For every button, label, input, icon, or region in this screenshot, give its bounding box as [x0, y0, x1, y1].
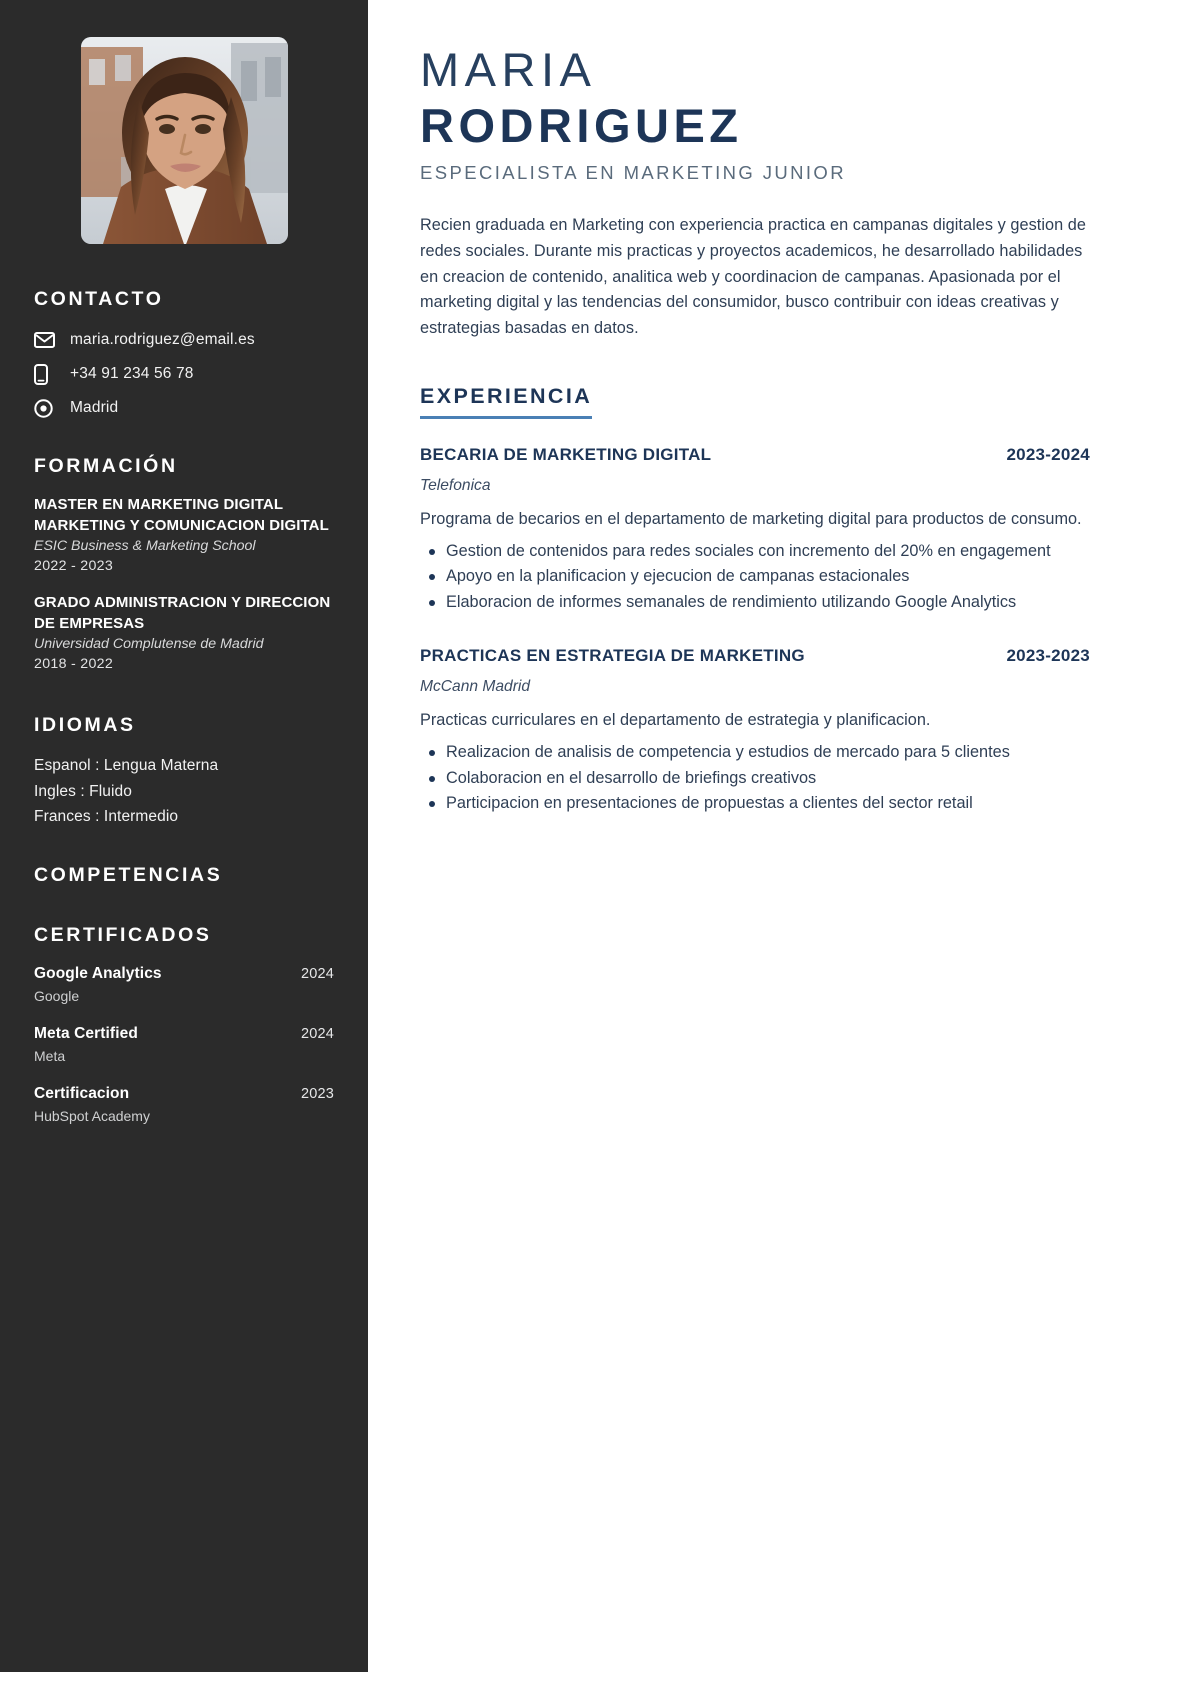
contact-phone-value: +34 91 234 56 78: [70, 365, 194, 382]
certificate-name: Meta Certified: [34, 1024, 138, 1042]
experience-dates: 2023-2023: [1006, 646, 1090, 666]
experience-description: Practicas curriculares en el departamento de estrategia y planificacion.: [420, 711, 931, 730]
education-item: [34, 495, 334, 576]
contact-item-phone[interactable]: [34, 363, 334, 385]
education-years: 2018 - 2022: [34, 656, 114, 672]
education-degree: MASTER EN MARKETING DIGITAL MARKETING Y COMUNICACION DIGITAL: [34, 496, 329, 534]
language-item: Ingles : Fluido: [34, 782, 132, 800]
certificate-year: 2024: [300, 965, 334, 982]
contact-item-location[interactable]: [34, 397, 334, 419]
experience-bullet: Gestion de contenidos para redes sociales con incremento del 20% en engagement: [420, 540, 1090, 564]
experience-dates: 2023-2024: [1006, 444, 1090, 464]
skills-section: [34, 864, 334, 887]
languages-heading: IDIOMAS: [34, 714, 136, 736]
education-school: ESIC Business & Marketing School: [34, 538, 256, 554]
certificate-item: [34, 1085, 334, 1127]
experience-header: [420, 646, 1090, 666]
experience-item: [420, 646, 1090, 816]
certificates-heading: CERTIFICADOS: [34, 923, 212, 946]
experience-header: [420, 445, 1090, 465]
last-name: RODRIGUEZ: [420, 99, 743, 152]
contact-heading: CONTACTO: [34, 288, 164, 310]
experience-heading: EXPERIENCIA: [420, 384, 592, 419]
certificate-header: [34, 1025, 334, 1043]
certificates-section: [34, 924, 334, 1127]
experience-heading-wrap: [420, 384, 1090, 419]
contact-email-value: maria.rodriguez@email.es: [70, 331, 255, 348]
first-name: MARIA: [420, 43, 597, 96]
experience-item: [420, 445, 1090, 615]
job-title: ESPECIALISTA EN MARKETING JUNIOR: [420, 162, 846, 183]
experience-bullet: Participacion en presentaciones de propuestas a clientes del sector retail: [420, 792, 1090, 816]
professional-summary: Recien graduada en Marketing con experiencia practica en campanas digitales y gestion de redes sociales. Durante mis practicas y proyectos academicos, he desarrollado habilidades en creacion de contenido, analitica web y coordinacion de campanas. Apasionada por el marketing digital y las tendencias del consumidor, busco contribuir con ideas creativas y estrategias basadas en datos.: [420, 216, 1086, 338]
certificate-item: [34, 965, 334, 1007]
certificates-list: [34, 965, 334, 1127]
certificate-name: Google Analytics: [34, 964, 162, 982]
experience-bullet: Apoyo en la planificacion y ejecucion de campanas estacionales: [420, 565, 1090, 589]
languages-list: [34, 753, 334, 830]
education-degree: GRADO ADMINISTRACION Y DIRECCION DE EMPRESAS: [34, 594, 331, 632]
sidebar: [0, 0, 368, 1672]
experience-description: Programa de becarios en el departamento de marketing digital para productos de consumo.: [420, 509, 1082, 528]
education-years: 2022 - 2023: [34, 558, 114, 574]
experience-role: PRACTICAS EN ESTRATEGIA DE MARKETING: [420, 646, 805, 666]
education-section: [34, 455, 334, 674]
avatar: [81, 37, 288, 244]
certificate-issuer: Meta: [34, 1047, 66, 1064]
contact-list: [34, 329, 334, 419]
languages-section: [34, 714, 334, 830]
certificate-header: [34, 965, 334, 983]
certificate-issuer: HubSpot Academy: [34, 1107, 150, 1124]
education-item: [34, 593, 334, 674]
location-pin-icon: [34, 397, 58, 419]
experience-bullet: Colaboracion en el desarrollo de briefings creativos: [420, 767, 1090, 791]
certificate-name: Certificacion: [34, 1084, 130, 1102]
experience-company: Telefonica: [420, 476, 491, 494]
certificate-item: [34, 1025, 334, 1067]
experience-bullets: [420, 741, 1090, 816]
certificate-year: 2024: [300, 1025, 334, 1042]
experience-bullets: [420, 540, 1090, 615]
contact-item-email[interactable]: [34, 329, 334, 351]
education-heading: FORMACIÓN: [34, 455, 178, 477]
language-item: Frances : Intermedio: [34, 808, 179, 825]
certificate-year: 2023: [300, 1085, 334, 1102]
envelope-icon: [34, 329, 58, 351]
contact-location-value: Madrid: [70, 399, 119, 416]
experience-company: McCann Madrid: [420, 678, 531, 696]
certificate-issuer: Google: [34, 987, 80, 1004]
profile-photo-illustration: [81, 37, 288, 244]
skills-heading: COMPETENCIAS: [34, 863, 223, 886]
experience-role: BECARIA DE MARKETING DIGITAL: [420, 444, 712, 464]
education-school: Universidad Complutense de Madrid: [34, 636, 264, 652]
language-item: Espanol : Lengua Materna: [34, 757, 219, 774]
experience-bullet: Elaboracion de informes semanales de rendimiento utilizando Google Analytics: [420, 591, 1090, 615]
contact-section: [34, 288, 334, 419]
experience-bullet: Realizacion de analisis de competencia y estudios de mercado para 5 clientes: [420, 741, 1090, 765]
main-content: [420, 0, 1090, 818]
certificate-header: [34, 1085, 334, 1103]
phone-icon: [34, 363, 58, 385]
